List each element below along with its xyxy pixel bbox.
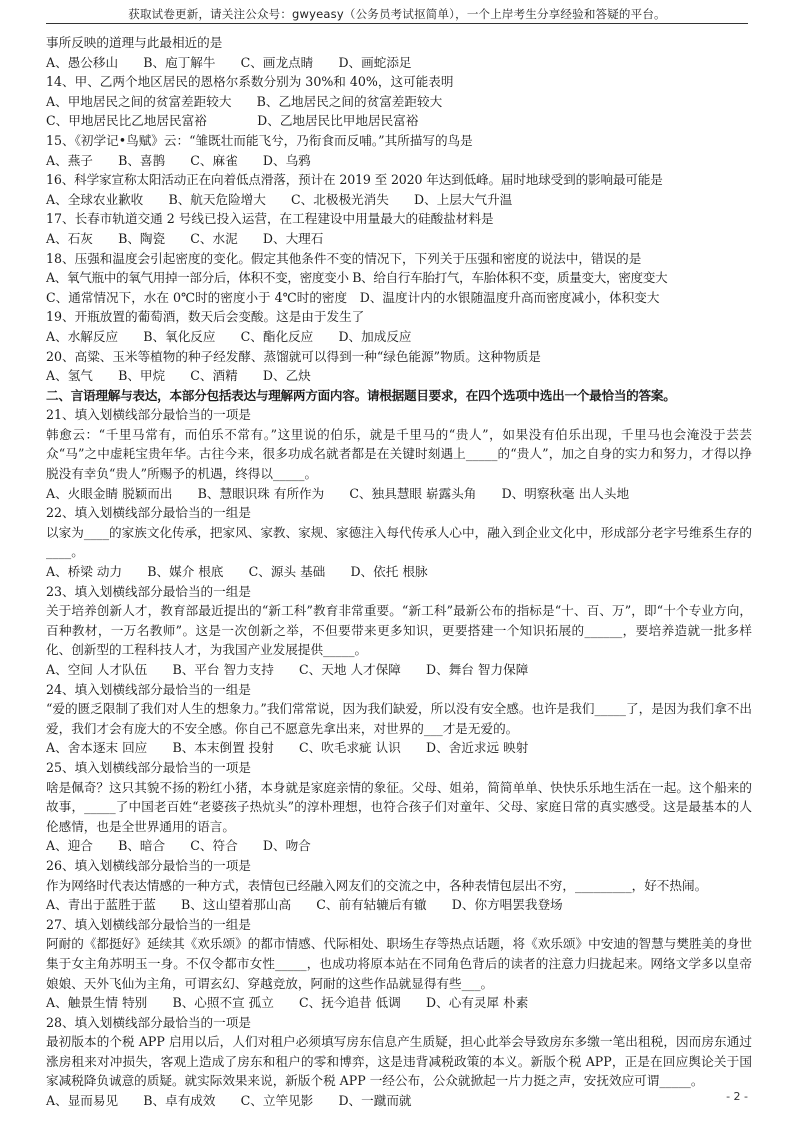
question-28-stem: 28、填入划横线部分最恰当的一项是 [46,1014,251,1030]
question-13-options: A、愚公移山 B、庖丁解牛 C、画龙点睛 D、画蛇添足 [46,54,412,70]
question-14-stem: 14、甲、乙两个地区居民的恩格尔系数分别为 30%和 40%，这可能表明 [46,74,454,90]
question-17-options: A、石灰 B、陶瓷 C、水泥 D、大理石 [46,230,324,246]
question-18-options-cd: C、通常情况下，水在 0℃时的密度小于 4℃时的密度 D、温度计内的水银随温度升高而密度减小，体积变大 [46,289,660,305]
question-19-stem: 19、开瓶放置的葡萄酒，数天后会变酸。这是由于发生了 [46,309,365,325]
question-27-stem: 27、填入划横线部分最恰当的一组是 [46,916,251,932]
question-17-stem: 17、长春市轨道交通 2 号线已投入运营，在工程建设中用量最大的硅酸盐材料是 [46,211,494,227]
question-24-stem: 24、填入划横线部分最恰当的一组是 [46,681,251,697]
question-27-options: A、触景生情 特别 B、心照不宣 孤立 C、抚今追昔 低调 D、心有灵犀 朴素 [46,995,529,1011]
question-14-options-cd: C、甲地居民比乙地居民富裕 D、乙地居民比甲地居民富裕 [46,113,419,129]
page-number: - 2 - [726,1090,748,1103]
question-15-stem: 15、《初学记•鸟赋》云：“雏既壮而能飞兮，乃衔食而反哺。”其所描写的鸟是 [46,132,473,148]
question-25-options: A、迎合 B、暗合 C、符合 D、吻合 [46,838,311,854]
question-22-passage: 以家为____的家族文化传承，把家风、家教、家规、家德注入每代传承人心中，融入到企业文化中，形成部分老字号维系生存的____。 [46,524,752,560]
section-2-heading: 二、言语理解与表达，本部分包括表达与理解两方面内容。请根据题目要求，在四个选项中选出一个最恰当的答案。 [46,387,676,403]
question-15-options: A、燕子 B、喜鹊 C、麻雀 D、乌鸦 [46,152,311,168]
question-24-passage: “爱的匮乏限制了我们对人生的想象力。”我们常常说，因为我们缺爱，所以没有安全感。也许是我们_____了，是因为我们拿不出爱，我们才会有庞大的不安全感。你自己不愿意先拿出来，对世界的___才是无爱的。 [46,701,752,736]
question-26-stem: 26、填入划横线部分最恰当的一项是 [46,857,251,873]
question-21-stem: 21、填入划横线部分最恰当的一项是 [46,407,251,423]
question-26-passage: 作为网络时代表达情感的一种方式，表情包已经融入网友们的交流之中，各种表情包层出不穷，_________，好不热闹。 [46,877,708,893]
question-16-stem: 16、科学家宣称太阳活动正在向着低点滑落，预计在 2019 至 2020 年达到低峰。届时地球受到的影响最可能是 [46,172,663,188]
question-19-options: A、水解反应 B、氧化反应 C、酯化反应 D、加成反应 [46,328,412,344]
question-24-options: A、舍本逐末 回应 B、本末倒置 投射 C、吹毛求疵 认识 D、舍近求远 映射 [46,740,529,756]
question-22-options: A、桥梁 动力 B、媒介 根底 C、源头 基础 D、依托 根脉 [46,564,428,580]
question-28-passage: 最初版本的个税 APP 启用以后，人们对租户必须填写房东信息产生质疑，担心此举会导致房东多缴一笔出租税，因而房东通过涨房租来对冲损失，客观上造成了房东和租户的零和博弈，这是违背减税政策的本义。新版个税 APP，正是在回应舆论关于国家减税降负诚意的质疑。就实际效果来说，新版个税 APP 一经公布，公众就掀起一片力挺之声，安抚效应可谓_____。 [46,1034,752,1089]
question-13-stem-end: 事所反映的道理与此最相近的是 [46,35,223,50]
question-26-options: A、青出于蓝胜于蓝 B、这山望着那山高 C、前有轱辘后有辙 D、你方唱罢我登场 [46,897,563,913]
question-25-stem: 25、填入划横线部分最恰当的一项是 [46,759,251,775]
question-18-stem: 18、压强和温度会引起密度的变化。假定其他条件不变的情况下，下列关于压强和密度的说法中，错误的是 [46,250,642,266]
question-20-options: A、氢气 B、甲烷 C、酒精 D、乙炔 [46,368,311,384]
question-14-options-ab: A、甲地居民之间的贫富差距较大 B、乙地居民之间的贫富差距较大 [46,93,443,109]
question-25-passage: 啥是佩奇？这只其貌不扬的粉红小猪，本身就是家庭亲情的象征。父母、姐弟，简简单单、快快乐乐地生活在一起。这个船来的故事，_____了中国老百姓“老婆孩子热炕头”的淳朴理想，也符合孩子们对童年、父母、家庭日常的真实感受。这是最基本的人伦感情，也是全世界通用的语言。 [46,779,752,834]
question-23-passage: 关于培养创新人才，教育部最近提出的“新工科”教育非常重要。“新工科”最新公布的指标是“十、百、万”，即“十个专业方向，百种教材，一万名教师”。这是一次创新之举，不但要带来更多知识，更要搭建一个知识拓展的______，要培养造就一批多样化、创新型的工程科技人才，为我国产业发展提供_____。 [46,603,752,658]
question-22-stem: 22、填入划横线部分最恰当的一组是 [46,505,251,521]
header-divider [46,23,748,24]
question-27-passage: 阿耐的《都挺好》延续其《欢乐颂》的都市情感、代际相处、职场生存等热点话题，将《欢乐颂》中安迪的智慧与樊胜美的身世集于女主角苏明玉一身。不仅令都市女性_____，也成功将原本站在不同角色背后的读者的注意力归拢起来。网络文学多以皇帝娘娘、天外飞仙为主角，可谓玄幻、穿越竞放，阿耐的这些作品就显得有些___。 [46,936,752,991]
question-23-options: A、空间 人才队伍 B、平台 智力支持 C、天地 人才保障 D、舞台 智力保障 [46,662,529,677]
question-23-stem: 23、填入划横线部分最恰当的一组是 [46,583,251,599]
exam-content [46,33,752,1111]
page-header-notice: 获取试卷更新，请关注公众号：gwyeasy（公务员考试抠简单），一个上岸考生分享经验和答疑的平台。 [128,7,666,21]
question-21-options: A、火眼金睛 脱颖而出 B、慧眼识珠 有所作为 C、独具慧眼 崭露头角 D、明察秋毫 出人头地 [46,485,630,501]
question-20-stem: 20、高粱、玉米等植物的种子经发酵、蒸馏就可以得到一种“绿色能源”物质。这种物质是 [46,348,541,364]
question-28-options: A、显而易见 B、卓有成效 C、立竿见影 D、一蹴而就 [46,1093,412,1109]
question-16-options: A、全球农业歉收 B、航天危险增大 C、北极极光消失 D、上层大气升温 [46,191,513,207]
question-18-options-ab: A、氧气瓶中的氧气用掉一部分后，体积不变，密度变小 B、给自行车胎打气，车胎体积不变，质量变大，密度变大 [46,270,668,286]
question-21-passage: 韩愈云：“千里马常有，而伯乐不常有。”这里说的伯乐，就是千里马的“贵人”，如果没有伯乐出现，千里马也会淹没于芸芸众“马”之中虚耗宝贵年华。古往今来，很多功成名就者都是在关键时刻遇上_____的“贵人”，加之自身的实力和努力，才得以挣脱没有幸负“贵人”所赐予的机遇，终得以_____。 [46,426,752,482]
